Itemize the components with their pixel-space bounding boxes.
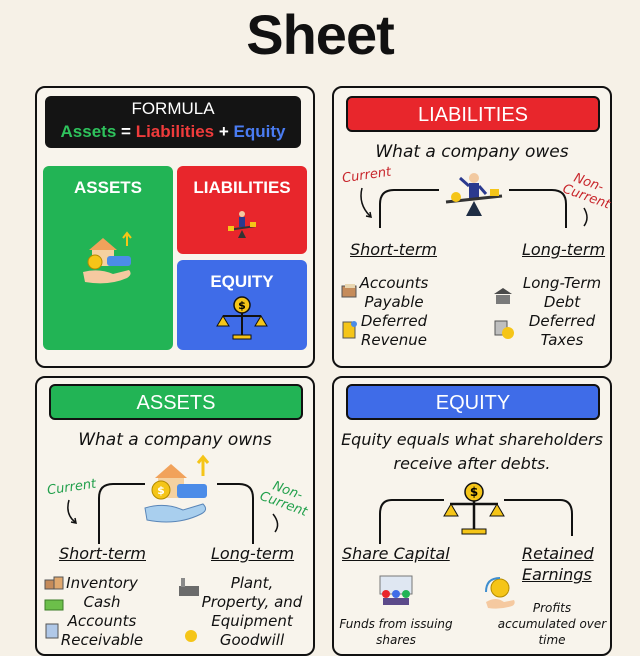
formula-liabilities: Liabilities	[135, 122, 215, 141]
liabilities-long-items	[510, 274, 614, 350]
formula-plus: +	[218, 122, 229, 141]
liabilities-long-item: Deferred	[528, 312, 596, 330]
formula-banner	[45, 96, 301, 148]
liabilities-short-items	[344, 274, 444, 350]
svg-text:$: $	[469, 485, 479, 499]
assets-long-item: Goodwill	[219, 631, 285, 649]
house-car-hand-icon	[79, 228, 139, 288]
equity-retained-2: Earnings	[522, 565, 592, 584]
formula-panel	[35, 86, 315, 368]
equity-box-label: EQUITY	[210, 272, 274, 291]
formula-label: FORMULA	[131, 99, 215, 118]
assets-current-tag: Current	[46, 476, 98, 499]
equity-share-desc	[334, 616, 458, 648]
assets-box-label: ASSETS	[73, 178, 143, 197]
formula-equation	[45, 122, 301, 142]
equity-box	[177, 260, 307, 350]
assets-short-item: Receivable	[60, 631, 144, 649]
liabilities-short-item: Deferred	[360, 312, 428, 330]
svg-text:$: $	[238, 299, 246, 312]
svg-text:$: $	[157, 484, 165, 497]
assets-long-items	[197, 574, 307, 650]
house-car-hand-icon	[141, 454, 217, 526]
assets-short-items	[57, 574, 147, 650]
assets-header: ASSETS	[49, 384, 303, 420]
equity-retained-1: Retained	[522, 544, 594, 563]
liabilities-long-term: Long-term	[522, 240, 606, 259]
assets-short-item: Inventory	[66, 574, 138, 592]
equity-subtitle-2: receive after debts.	[393, 454, 551, 473]
balance-scale-icon	[444, 482, 504, 536]
liabilities-noncurrent-tag: Non-Current	[560, 170, 613, 213]
equity-retained-desc-line: Profits	[532, 601, 572, 615]
formula-equity: Equity	[233, 122, 286, 141]
equity-subtitle-1: Equity equals what shareholders	[341, 430, 603, 449]
formula-assets: Assets	[60, 122, 117, 141]
people-chart-icon	[376, 572, 416, 606]
liabilities-short-item: Revenue	[361, 331, 427, 349]
liabilities-long-item: Debt	[543, 293, 581, 311]
assets-long-item: Plant,	[230, 574, 274, 592]
liabilities-subtitle: What a company owes	[375, 142, 569, 162]
assets-short-item: Cash	[83, 593, 121, 611]
page-title: Sheet	[246, 3, 394, 66]
assets-panel	[35, 376, 315, 656]
liabilities-header: LIABILITIES	[346, 96, 600, 132]
liabilities-box-label: LIABILITIES	[193, 178, 291, 197]
equity-retained-desc-line: time	[538, 633, 566, 647]
balance-scale-icon	[217, 296, 267, 340]
equity-share-desc-line: Funds from issuing	[339, 617, 453, 631]
liabilities-box	[177, 166, 307, 254]
assets-noncurrent-tag: Non-Current	[257, 478, 310, 520]
equity-share-capital: Share Capital	[342, 544, 450, 563]
liabilities-short-term: Short-term	[350, 240, 437, 259]
assets-box	[43, 166, 173, 350]
assets-long-term: Long-term	[211, 544, 295, 563]
equity-retained-desc-line: accumulated over	[497, 617, 607, 631]
assets-subtitle: What a company owns	[78, 430, 272, 450]
assets-long-item: Equipment	[211, 612, 293, 630]
equity-panel	[332, 376, 612, 656]
equity-share-desc-line: shares	[376, 633, 416, 647]
liabilities-long-item: Taxes	[540, 331, 584, 349]
businessman-scale-icon	[442, 172, 506, 222]
liabilities-current-tag: Current	[341, 164, 393, 187]
equity-header: EQUITY	[346, 384, 600, 420]
liabilities-panel	[332, 86, 612, 368]
liabilities-long-item: Long-Term	[522, 274, 602, 292]
liabilities-short-item: Accounts	[359, 274, 429, 292]
assets-short-term: Short-term	[59, 544, 146, 563]
formula-equals: =	[121, 122, 131, 141]
equity-retained-desc	[494, 600, 610, 648]
assets-long-item: Property, and	[201, 593, 303, 611]
person-scale-icon	[222, 208, 262, 242]
assets-short-item: Accounts	[67, 612, 137, 630]
liabilities-short-item: Payable	[364, 293, 424, 311]
